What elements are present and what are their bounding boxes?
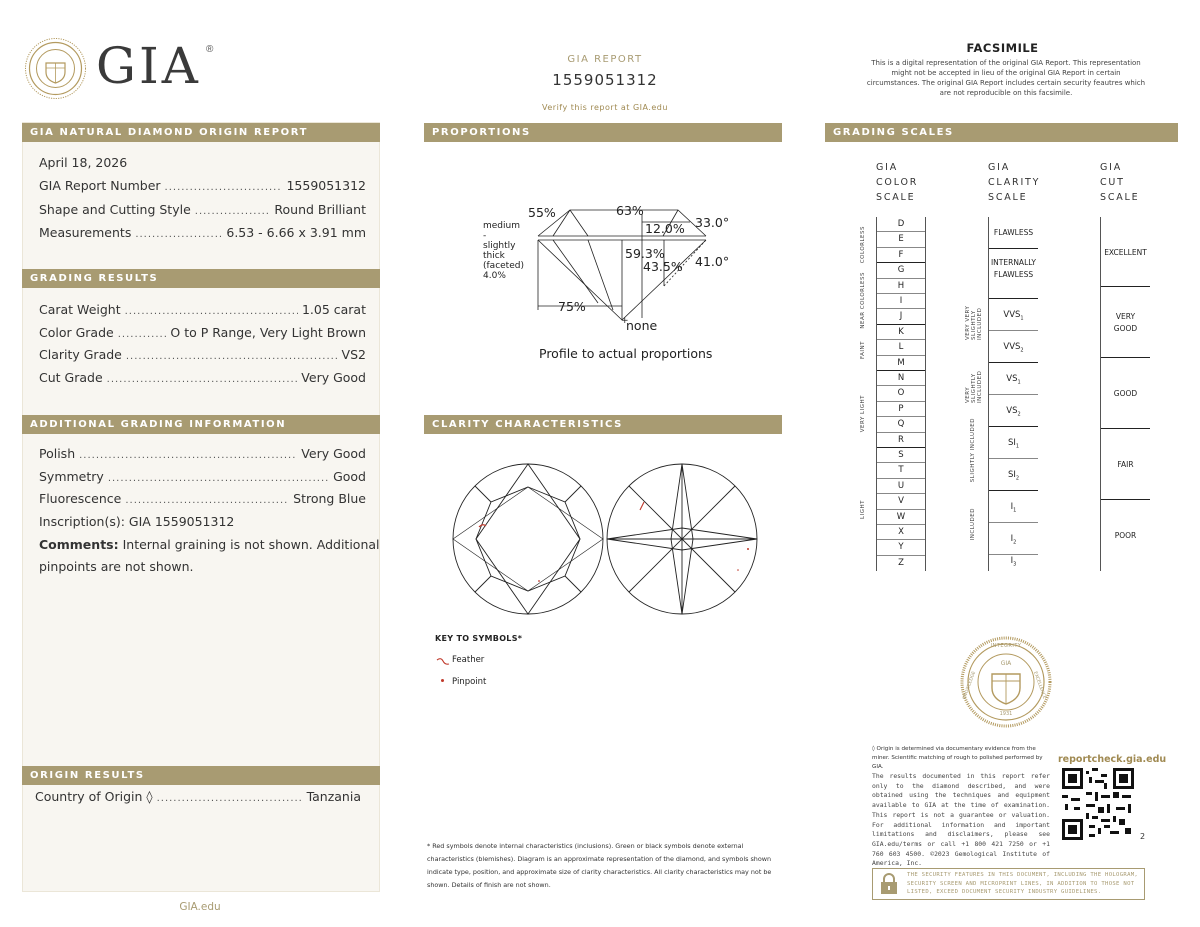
culet-size: none	[626, 318, 658, 333]
additional-info-title: ADDITIONAL GRADING INFORMATION	[22, 415, 380, 434]
color-grade: P	[877, 402, 925, 417]
verify-link[interactable]: Verify this report at GIA.edu	[542, 103, 668, 112]
clarity-group-label: VERY SLIGHTLY INCLUDED	[965, 370, 983, 403]
girdle-line-1: medium	[483, 221, 520, 231]
clarity-characteristics-title: CLARITY CHARACTERISTICS	[424, 415, 782, 434]
color-grade: R	[877, 433, 925, 448]
cut-grade: GOOD	[1101, 358, 1150, 429]
seal-center-text: GIA	[1000, 660, 1012, 667]
total-depth: 59.3%	[625, 246, 665, 261]
color-grade: Z	[898, 557, 904, 568]
color-grade: F	[877, 248, 925, 263]
cut-grade: FAIR	[1101, 429, 1150, 500]
security-notice-text: THE SECURITY FEATURES IN THIS DOCUMENT, INCLUDING THE HOLOGRAM, SECURITY SCREEN AND MICROPRINT LINES, IN ADDITION TO THOSE NOT LISTED, EXCEED DOCUMENT SECURITY INDUSTRY GUIDELINES.	[907, 872, 1139, 895]
clarity-footnote: * Red symbols denote internal characteristics (inclusions). Green or black symbols denote external characteristics (blemishes). Diagram is an approximate representation of the diamond, and symbols shown indicate type, position, and approximate size of clarity characteristics. All clarity characteristics may not be shown. Details of finish are not shown.	[427, 842, 772, 889]
color-grade: G	[877, 263, 925, 278]
clarity-group-label: INCLUDED	[970, 508, 976, 541]
color-group-label: FAINT	[860, 341, 866, 360]
country-value: Tanzania	[306, 789, 361, 804]
pavilion-plot-diagram	[605, 462, 759, 616]
seal-right-text: EXCELLENCE	[1032, 671, 1047, 700]
crown-angle: 33.0°	[695, 215, 730, 230]
color-grade: N	[877, 371, 925, 386]
origin-note: ◊ Origin is determined via documentary evidence from the miner. Scientific matching of rough to polished performed by GIA.	[872, 746, 1043, 770]
crown-plot-diagram	[451, 462, 605, 616]
brand-wordmark: GIA	[96, 37, 201, 95]
registered-mark: ®	[206, 44, 214, 55]
clarity-grade: FLAWLESS	[989, 217, 1038, 249]
qr-code[interactable]	[1062, 768, 1134, 840]
symmetry-row	[39, 469, 366, 484]
color-group-label: LIGHT	[860, 500, 866, 519]
cut-grade-value: Very Good	[301, 370, 366, 385]
origin-report-title: GIA NATURAL DIAMOND ORIGIN REPORT	[22, 123, 380, 142]
report-number-value: 1559051312	[286, 178, 366, 193]
shape-value: Round Brilliant	[274, 202, 366, 217]
proportions-title: PROPORTIONS	[424, 123, 782, 142]
feather-label: Feather	[452, 655, 485, 665]
color-scale	[876, 217, 926, 571]
measurements-label: Measurements	[39, 225, 132, 240]
girdle-line-4: thick	[483, 251, 505, 261]
cut-grade: EXCELLENT	[1101, 217, 1150, 287]
clarity-group-label: VERY VERY SLIGHTLY INCLUDED	[965, 305, 983, 340]
pavilion-depth: 43.5%	[643, 259, 683, 274]
color-scale-title: GIA COLOR SCALE	[876, 162, 919, 203]
fluorescence-value: Strong Blue	[293, 491, 366, 506]
clarity-grade: $SI_2$	[989, 459, 1038, 491]
seal-top-text: INTEGRITY	[990, 643, 1022, 649]
carat-label: Carat Weight	[39, 302, 121, 317]
clarity-grade: $SI_1$	[989, 427, 1038, 459]
pinpoint-label: Pinpoint	[452, 677, 487, 687]
color-grade-label: Color Grade	[39, 325, 114, 340]
clarity-scale-title: GIA CLARITY SCALE	[988, 162, 1041, 203]
color-grade: V	[877, 494, 925, 509]
color-grade: D	[877, 217, 925, 232]
cut-grade-label: Cut Grade	[39, 370, 103, 385]
country-row	[35, 789, 361, 804]
reportcheck-link[interactable]: reportcheck.gia.edu	[1058, 754, 1167, 765]
seal-left-text: KNOWLEDGE	[962, 670, 978, 701]
polish-value: Very Good	[301, 446, 366, 461]
color-grade: Y	[877, 540, 925, 555]
cut-grade: VERY GOOD	[1101, 287, 1150, 358]
page-number: 2	[1140, 832, 1146, 841]
color-grade: W	[877, 510, 925, 525]
polish-label: Polish	[39, 446, 76, 461]
measurements-value: 6.53 - 6.66 x 3.91 mm	[226, 225, 366, 240]
lock-icon	[879, 873, 899, 895]
color-grade: T	[877, 463, 925, 478]
seal-year: 1931	[999, 711, 1013, 717]
origin-results-title: ORIGIN RESULTS	[22, 766, 380, 785]
report-date: April 18, 2026	[39, 155, 128, 170]
facsimile-title: FACSIMILE	[966, 41, 1039, 55]
color-group-label: COLORLESS	[860, 226, 866, 264]
polish-row	[39, 446, 366, 461]
color-grade-value: O to P Range, Very Light Brown	[170, 325, 366, 340]
clarity-group-label: SLIGHTLY INCLUDED	[970, 418, 976, 483]
clarity-grade: $I_3$	[1010, 556, 1017, 568]
country-label: Country of Origin ◊	[35, 789, 153, 804]
clarity-grade-row	[39, 347, 366, 362]
fluorescence-row	[39, 491, 366, 506]
carat-value: 1.05 carat	[301, 302, 366, 317]
cut-grade: POOR	[1114, 531, 1137, 540]
color-grade: X	[877, 525, 925, 540]
clarity-grade: $I_1$	[989, 491, 1038, 523]
report-number-row	[39, 178, 366, 193]
cut-scale	[1100, 217, 1150, 571]
report-number-label: GIA Report Number	[39, 178, 161, 193]
lower-half-percent: 75%	[558, 299, 586, 314]
symmetry-value: Good	[333, 469, 366, 484]
girdle-line-2: -	[483, 231, 487, 241]
color-grade: L	[877, 340, 925, 355]
color-grade-row	[39, 325, 366, 340]
color-grade: Q	[877, 417, 925, 432]
star-percent: 55%	[528, 205, 556, 220]
gia-seal-logo	[24, 37, 87, 100]
comments-text-1: Internal graining is not shown. Additional	[122, 537, 380, 552]
color-grade: I	[877, 294, 925, 309]
comments-label: Comments:	[39, 537, 119, 552]
clarity-scale	[988, 217, 1038, 571]
shape-label: Shape and Cutting Style	[39, 202, 191, 217]
svg-text:+: +	[621, 316, 629, 326]
grading-results-title: GRADING RESULTS	[22, 269, 380, 288]
pinpoint-symbol-icon	[441, 679, 444, 682]
girdle-line-3: slightly	[483, 241, 516, 251]
clarity-grade: $VVS_2$	[989, 331, 1038, 363]
clarity-grade: $I_2$	[989, 523, 1038, 555]
grading-scales-title: GRADING SCALES	[825, 123, 1178, 142]
clarity-grade: $VVS_1$	[989, 299, 1038, 331]
pavilion-angle: 41.0°	[695, 254, 730, 269]
comments-line-2: pinpoints are not shown.	[39, 559, 194, 574]
clarity-grade: INTERNALLY FLAWLESS	[989, 249, 1038, 299]
carat-row	[39, 302, 366, 317]
inscription-text: Inscription(s): GIA 1559051312	[39, 514, 235, 529]
girdle-line-6: 4.0%	[483, 271, 506, 281]
color-grade: H	[877, 279, 925, 294]
color-grade: M	[877, 356, 925, 371]
gia-edu-footer[interactable]: GIA.edu	[179, 901, 221, 913]
clarity-grade-label: Clarity Grade	[39, 347, 122, 362]
color-group-label: NEAR COLORLESS	[860, 272, 866, 329]
color-grade: K	[877, 325, 925, 340]
color-grade: U	[877, 479, 925, 494]
report-number-header: 1559051312	[552, 71, 658, 89]
clarity-grade: $VS_1$	[989, 363, 1038, 395]
comments-line-1	[39, 537, 380, 552]
shape-row	[39, 202, 366, 217]
cut-scale-title: GIA CUT SCALE	[1100, 162, 1140, 203]
proportions-caption: Profile to actual proportions	[539, 346, 713, 361]
clarity-grade: $VS_2$	[989, 395, 1038, 427]
clarity-grade-value: VS2	[341, 347, 366, 362]
color-grade: S	[877, 448, 925, 463]
report-label: GIA REPORT	[567, 54, 643, 65]
symmetry-label: Symmetry	[39, 469, 104, 484]
results-disclaimer: The results documented in this report refer only to the diamond described, and were obtained using the techniques and equipment available to GIA at the time of examination. This report is not a guarantee or valuation. For additional information and important limitations and disclaimers, please see GIA.edu/terms or call +1 800 421 7250 or +1 760 603 4500. ©2023 Gemological Institute of America, Inc.	[872, 772, 1050, 868]
fluorescence-label: Fluorescence	[39, 491, 122, 506]
key-to-symbols-title: KEY TO SYMBOLS*	[435, 634, 523, 643]
girdle-line-5: (faceted)	[483, 261, 524, 271]
color-grade: O	[877, 386, 925, 401]
crown-height: 12.0%	[645, 221, 685, 236]
facsimile-text: This is a digital representation of the original GIA Report. This representation might not be accepted in lieu of the original GIA Report in certain circumstances. The original GIA Report includes certain security feautres which are not reproducible on this facsimile.	[866, 59, 1146, 97]
color-grade: J	[877, 309, 925, 324]
feather-symbol-icon	[436, 654, 450, 664]
measurements-row	[39, 225, 366, 240]
table-percent: 63%	[616, 203, 644, 218]
color-grade: E	[877, 232, 925, 247]
cut-grade-row	[39, 370, 366, 385]
color-group-label: VERY LIGHT	[860, 395, 866, 433]
